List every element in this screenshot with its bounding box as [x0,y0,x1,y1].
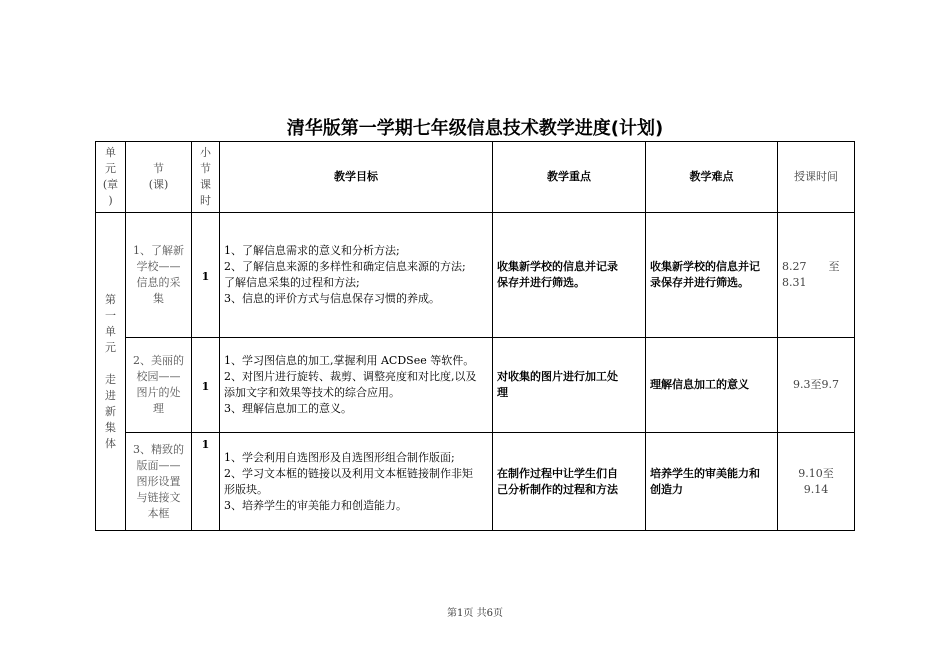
header-difficulty: 教学难点 [646,142,778,213]
time-cell: 9.10至 9.14 [778,433,855,531]
table-row [96,338,855,433]
focus-cell: 收集新学校的信息并记录 保存并进行筛选。 [493,213,646,338]
table-row [96,433,855,531]
header-lesson-hours: 小 节 课 时 [192,142,220,213]
header-objectives: 教学目标 [220,142,493,213]
hours-cell: 1 [192,433,220,531]
difficulty-cell: 理解信息加工的意义 [646,338,778,433]
objectives-cell: 1、学会利用自选图形及自选图形组合制作版面; 2、学习文本框的链接以及利用文本框链接制作非矩 形版块。 3、培养学生的审美能力和创造能力。 [220,433,493,531]
unit-cell: 第 一 单 元 走 进 新 集 体 [96,213,126,531]
header-focus: 教学重点 [493,142,646,213]
header-time: 授课时间 [778,142,855,213]
hours-cell: 1 [192,338,220,433]
focus-cell: 对收集的图片进行加工处 理 [493,338,646,433]
section-cell: 1、了解新 学校—— 信息的采 集 [126,213,192,338]
header-section: 节 (课) [126,142,192,213]
hours-cell: 1 [192,213,220,338]
schedule-table [95,141,855,531]
header-unit: 单 元 (章 ) [96,142,126,213]
objectives-cell: 1、了解信息需求的意义和分析方法; 2、了解信息来源的多样性和确定信息来源的方法; 了解信息采集的过程和方法; 3、信息的评价方式与信息保存习惯的养成。 [220,213,493,338]
focus-cell: 在制作过程中让学生们自 己分析制作的过程和方法 [493,433,646,531]
header-row [96,142,855,213]
time-cell: 8.27 至 8.31 [778,213,855,338]
difficulty-cell: 培养学生的审美能力和 创造力 [646,433,778,531]
page-footer: 第1页 共6页 [447,608,503,619]
difficulty-cell: 收集新学校的信息并记 录保存并进行筛选。 [646,213,778,338]
document-title: 清华版第一学期七年级信息技术教学进度(计划) [286,118,664,139]
section-cell: 3、精致的 版面—— 图形设置 与链接文 本框 [126,433,192,531]
time-cell: 9.3至9.7 [778,338,855,433]
table-row [96,213,855,338]
section-cell: 2、美丽的 校园—— 图片的处 理 [126,338,192,433]
objectives-cell: 1、学习图信息的加工,掌握利用 ACDSee 等软件。 2、对图片进行旋转、裁剪、调整亮度和对比度,以及 添加文字和效果等技术的综合应用。 3、理解信息加工的意义。 [220,338,493,433]
